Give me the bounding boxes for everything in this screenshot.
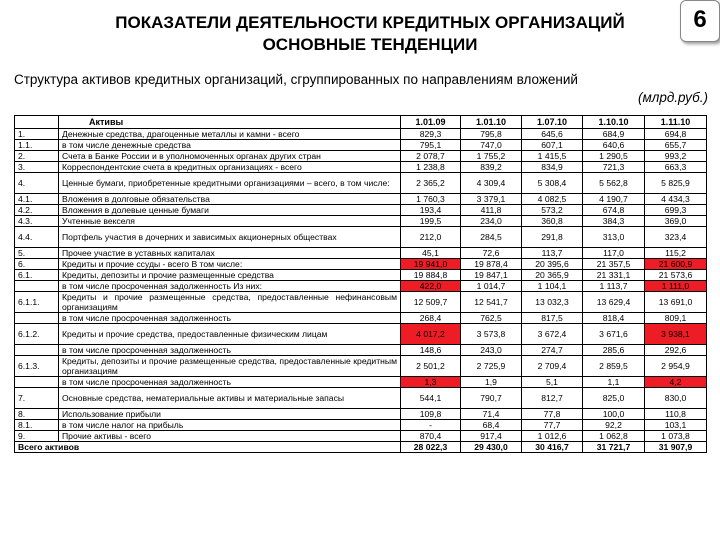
- row-value: 2 078,7: [401, 151, 461, 162]
- row-value: 19 941,0: [401, 259, 461, 270]
- column-header: 1.01.09: [401, 116, 461, 129]
- row-value: 795,1: [401, 140, 461, 151]
- row-value: 1,3: [401, 377, 461, 388]
- row-value: 3 938,1: [645, 324, 707, 345]
- row-value: 1 113,7: [583, 281, 645, 292]
- row-value: 1 755,2: [461, 151, 522, 162]
- row-label: Кредиты и прочие ссуды - всего В том числе:: [59, 259, 401, 270]
- row-value: 640,6: [583, 140, 645, 151]
- row-value: 1 062,8: [583, 431, 645, 442]
- row-value: 663,3: [645, 162, 707, 173]
- row-value: 2 365,2: [401, 173, 461, 194]
- row-label: Корреспондентские счета в кредитных организациях - всего: [59, 162, 401, 173]
- row-value: 818,4: [583, 313, 645, 324]
- row-value: 1,1: [583, 377, 645, 388]
- row-value: 1 111,0: [645, 281, 707, 292]
- row-value: 360,8: [522, 216, 583, 227]
- row-number: 4.4.: [15, 227, 59, 248]
- row-label: Кредиты, депозиты и прочие размещенные средства, предоставленные кредитным организациям: [59, 356, 401, 377]
- title-line-2: ОСНОВНЫЕ ТЕНДЕНЦИИ: [262, 35, 478, 54]
- row-value: 3 379,1: [461, 194, 522, 205]
- table-row: [15, 281, 707, 292]
- row-value: 45,1: [401, 248, 461, 259]
- row-number: 6.1.1.: [15, 292, 59, 313]
- table-row: [15, 248, 707, 259]
- row-value: 234,0: [461, 216, 522, 227]
- row-value: 19 847,1: [461, 270, 522, 281]
- total-row: [15, 442, 707, 453]
- row-value: 117,0: [583, 248, 645, 259]
- row-value: 2 725,9: [461, 356, 522, 377]
- row-label: в том числе просроченная задолженность: [59, 345, 401, 356]
- total-value: 28 022,3: [401, 442, 461, 453]
- row-label: Ценные бумаги, приобретенные кредитными организациями – всего, в том числе:: [59, 173, 401, 194]
- row-value: 4 309,4: [461, 173, 522, 194]
- row-label: Прочее участие в уставных капиталах: [59, 248, 401, 259]
- row-value: 291,8: [522, 227, 583, 248]
- row-value: 839,2: [461, 162, 522, 173]
- table-header-row: [15, 116, 707, 129]
- row-label: в том числе денежные средства: [59, 140, 401, 151]
- table-row: [15, 324, 707, 345]
- slide-number-badge: 6: [680, 0, 720, 42]
- row-value: 19 884,8: [401, 270, 461, 281]
- table-row: [15, 259, 707, 270]
- assets-table: [14, 115, 707, 453]
- row-value: 103,1: [645, 420, 707, 431]
- total-label: Всего активов: [15, 442, 401, 453]
- table-row: [15, 345, 707, 356]
- row-number: [15, 313, 59, 324]
- row-number: [15, 377, 59, 388]
- row-label: в том числе просроченная задолженность: [59, 377, 401, 388]
- row-label: Вложения в долговые обязательства: [59, 194, 401, 205]
- row-value: 313,0: [583, 227, 645, 248]
- row-number: 1.: [15, 129, 59, 140]
- row-number: 8.1.: [15, 420, 59, 431]
- row-value: 825,0: [583, 388, 645, 409]
- row-number: 1.1.: [15, 140, 59, 151]
- row-number: 9.: [15, 431, 59, 442]
- row-number: 6.: [15, 259, 59, 270]
- row-value: 917,4: [461, 431, 522, 442]
- row-value: 21 573,6: [645, 270, 707, 281]
- table-row: [15, 173, 707, 194]
- row-value: 2 501,2: [401, 356, 461, 377]
- row-value: 4 017,2: [401, 324, 461, 345]
- row-value: 5 308,4: [522, 173, 583, 194]
- table-row: [15, 270, 707, 281]
- row-value: 292,6: [645, 345, 707, 356]
- title-line-1: ПОКАЗАТЕЛИ ДЕЯТЕЛЬНОСТИ КРЕДИТНЫХ ОРГАНИЗАЦИЙ: [115, 13, 625, 32]
- row-label: Портфель участия в дочерних и зависимых акционерных обществах: [59, 227, 401, 248]
- table-row: [15, 377, 707, 388]
- table-row: [15, 431, 707, 442]
- row-label: Кредиты и прочие размещенные средства, предоставленные нефинансовым организациям: [59, 292, 401, 313]
- row-value: 1 104,1: [522, 281, 583, 292]
- row-label: Вложения в долевые ценные бумаги: [59, 205, 401, 216]
- row-value: 1,9: [461, 377, 522, 388]
- row-value: 21 600,9: [645, 259, 707, 270]
- column-header: 1.07.10: [522, 116, 583, 129]
- row-value: 834,9: [522, 162, 583, 173]
- row-value: 829,3: [401, 129, 461, 140]
- row-value: 20 395,6: [522, 259, 583, 270]
- row-number: 4.2.: [15, 205, 59, 216]
- row-value: 323,4: [645, 227, 707, 248]
- row-value: 12 509,7: [401, 292, 461, 313]
- row-value: 2 859,5: [583, 356, 645, 377]
- row-label: Учтенные векселя: [59, 216, 401, 227]
- table-row: [15, 205, 707, 216]
- row-value: 284,5: [461, 227, 522, 248]
- row-value: 1 415,5: [522, 151, 583, 162]
- row-number: 7.: [15, 388, 59, 409]
- row-value: 21 331,1: [583, 270, 645, 281]
- row-label: в том числе просроченная задолженность Из них:: [59, 281, 401, 292]
- units-label: (млрд.руб.): [637, 90, 708, 105]
- row-number: 8.: [15, 409, 59, 420]
- row-value: 573,2: [522, 205, 583, 216]
- row-value: 110,8: [645, 409, 707, 420]
- row-value: 274,7: [522, 345, 583, 356]
- row-value: 1 073,8: [645, 431, 707, 442]
- row-value: 77,7: [522, 420, 583, 431]
- row-value: 212,0: [401, 227, 461, 248]
- row-value: 762,5: [461, 313, 522, 324]
- row-value: 13 629,4: [583, 292, 645, 313]
- row-value: 4 434,3: [645, 194, 707, 205]
- row-value: 100,0: [583, 409, 645, 420]
- total-value: 31 907,9: [645, 442, 707, 453]
- row-number: 4.3.: [15, 216, 59, 227]
- row-number: 6.1.2.: [15, 324, 59, 345]
- row-value: 790,7: [461, 388, 522, 409]
- row-number: 6.1.3.: [15, 356, 59, 377]
- page-title: [40, 12, 700, 56]
- row-number: 4.1.: [15, 194, 59, 205]
- row-value: 812,7: [522, 388, 583, 409]
- row-number: 4.: [15, 173, 59, 194]
- row-number: 5.: [15, 248, 59, 259]
- table-row: [15, 140, 707, 151]
- row-label: Денежные средства, драгоценные металлы и камни - всего: [59, 129, 401, 140]
- row-value: 285,6: [583, 345, 645, 356]
- column-header: Активы: [59, 116, 401, 129]
- row-value: 817,5: [522, 313, 583, 324]
- row-label: в том числе налог на прибыль: [59, 420, 401, 431]
- table-row: [15, 162, 707, 173]
- row-value: 674,8: [583, 205, 645, 216]
- row-value: 268,4: [401, 313, 461, 324]
- table-row: [15, 388, 707, 409]
- row-label: Использование прибыли: [59, 409, 401, 420]
- row-value: 5,1: [522, 377, 583, 388]
- row-value: 607,1: [522, 140, 583, 151]
- table-body: [15, 129, 707, 453]
- column-header: 1.11.10: [645, 116, 707, 129]
- row-number: 2.: [15, 151, 59, 162]
- table-row: [15, 151, 707, 162]
- row-label: в том числе просроченная задолженность: [59, 313, 401, 324]
- row-number: [15, 345, 59, 356]
- row-value: 544,1: [401, 388, 461, 409]
- row-value: 5 562,8: [583, 173, 645, 194]
- total-value: 29 430,0: [461, 442, 522, 453]
- row-value: 1 014,7: [461, 281, 522, 292]
- row-value: 369,0: [645, 216, 707, 227]
- row-value: 2 709,4: [522, 356, 583, 377]
- row-value: 19 878,4: [461, 259, 522, 270]
- row-value: 422,0: [401, 281, 461, 292]
- row-value: 4,2: [645, 377, 707, 388]
- row-value: 1 760,3: [401, 194, 461, 205]
- row-value: 694,8: [645, 129, 707, 140]
- row-value: 795,8: [461, 129, 522, 140]
- row-value: 148,6: [401, 345, 461, 356]
- row-value: 411,8: [461, 205, 522, 216]
- row-value: 71,4: [461, 409, 522, 420]
- row-value: 3 573,8: [461, 324, 522, 345]
- row-value: 830,0: [645, 388, 707, 409]
- row-label: Основные средства, нематериальные активы и материальные запасы: [59, 388, 401, 409]
- row-value: 109,8: [401, 409, 461, 420]
- table-row: [15, 129, 707, 140]
- row-value: 2 954,9: [645, 356, 707, 377]
- row-value: 13 032,3: [522, 292, 583, 313]
- row-value: 115,2: [645, 248, 707, 259]
- table-row: [15, 216, 707, 227]
- row-label: Прочие активы - всего: [59, 431, 401, 442]
- row-value: 12 541,7: [461, 292, 522, 313]
- row-value: 5 825,9: [645, 173, 707, 194]
- row-value: 21 357,5: [583, 259, 645, 270]
- row-value: 72,6: [461, 248, 522, 259]
- row-value: 809,1: [645, 313, 707, 324]
- row-value: 193,4: [401, 205, 461, 216]
- row-value: 747,0: [461, 140, 522, 151]
- table-row: [15, 420, 707, 431]
- table-row: [15, 313, 707, 324]
- table-row: [15, 227, 707, 248]
- row-label: Счета в Банке России и в уполномоченных органах других стран: [59, 151, 401, 162]
- row-value: 721,3: [583, 162, 645, 173]
- table-row: [15, 292, 707, 313]
- table-caption: Структура активов кредитных организаций, сгруппированных по направлениям вложений: [14, 72, 578, 87]
- row-value: 113,7: [522, 248, 583, 259]
- row-value: 68,4: [461, 420, 522, 431]
- column-header: 1.10.10: [583, 116, 645, 129]
- row-value: 92,2: [583, 420, 645, 431]
- row-value: 243,0: [461, 345, 522, 356]
- table-row: [15, 194, 707, 205]
- total-value: 30 416,7: [522, 442, 583, 453]
- row-value: 993,2: [645, 151, 707, 162]
- column-header: 1.01.10: [461, 116, 522, 129]
- row-value: 1 012,6: [522, 431, 583, 442]
- row-value: 3 672,4: [522, 324, 583, 345]
- row-value: 645,6: [522, 129, 583, 140]
- row-value: 870,4: [401, 431, 461, 442]
- row-value: 1 238,8: [401, 162, 461, 173]
- row-value: 684,9: [583, 129, 645, 140]
- row-value: -: [401, 420, 461, 431]
- row-value: 384,3: [583, 216, 645, 227]
- table-row: [15, 409, 707, 420]
- row-value: 13 691,0: [645, 292, 707, 313]
- row-value: 4 082,5: [522, 194, 583, 205]
- row-value: 20 365,9: [522, 270, 583, 281]
- total-value: 31 721,7: [583, 442, 645, 453]
- column-header: [15, 116, 59, 129]
- row-value: 699,3: [645, 205, 707, 216]
- row-value: 655,7: [645, 140, 707, 151]
- row-label: Кредиты и прочие средства, предоставленные физическим лицам: [59, 324, 401, 345]
- row-number: 3.: [15, 162, 59, 173]
- row-number: 6.1.: [15, 270, 59, 281]
- row-value: 1 290,5: [583, 151, 645, 162]
- row-label: Кредиты, депозиты и прочие размещенные средства: [59, 270, 401, 281]
- row-value: 77,8: [522, 409, 583, 420]
- table-row: [15, 356, 707, 377]
- row-value: 3 671,6: [583, 324, 645, 345]
- row-value: 4 190,7: [583, 194, 645, 205]
- row-number: [15, 281, 59, 292]
- row-value: 199,5: [401, 216, 461, 227]
